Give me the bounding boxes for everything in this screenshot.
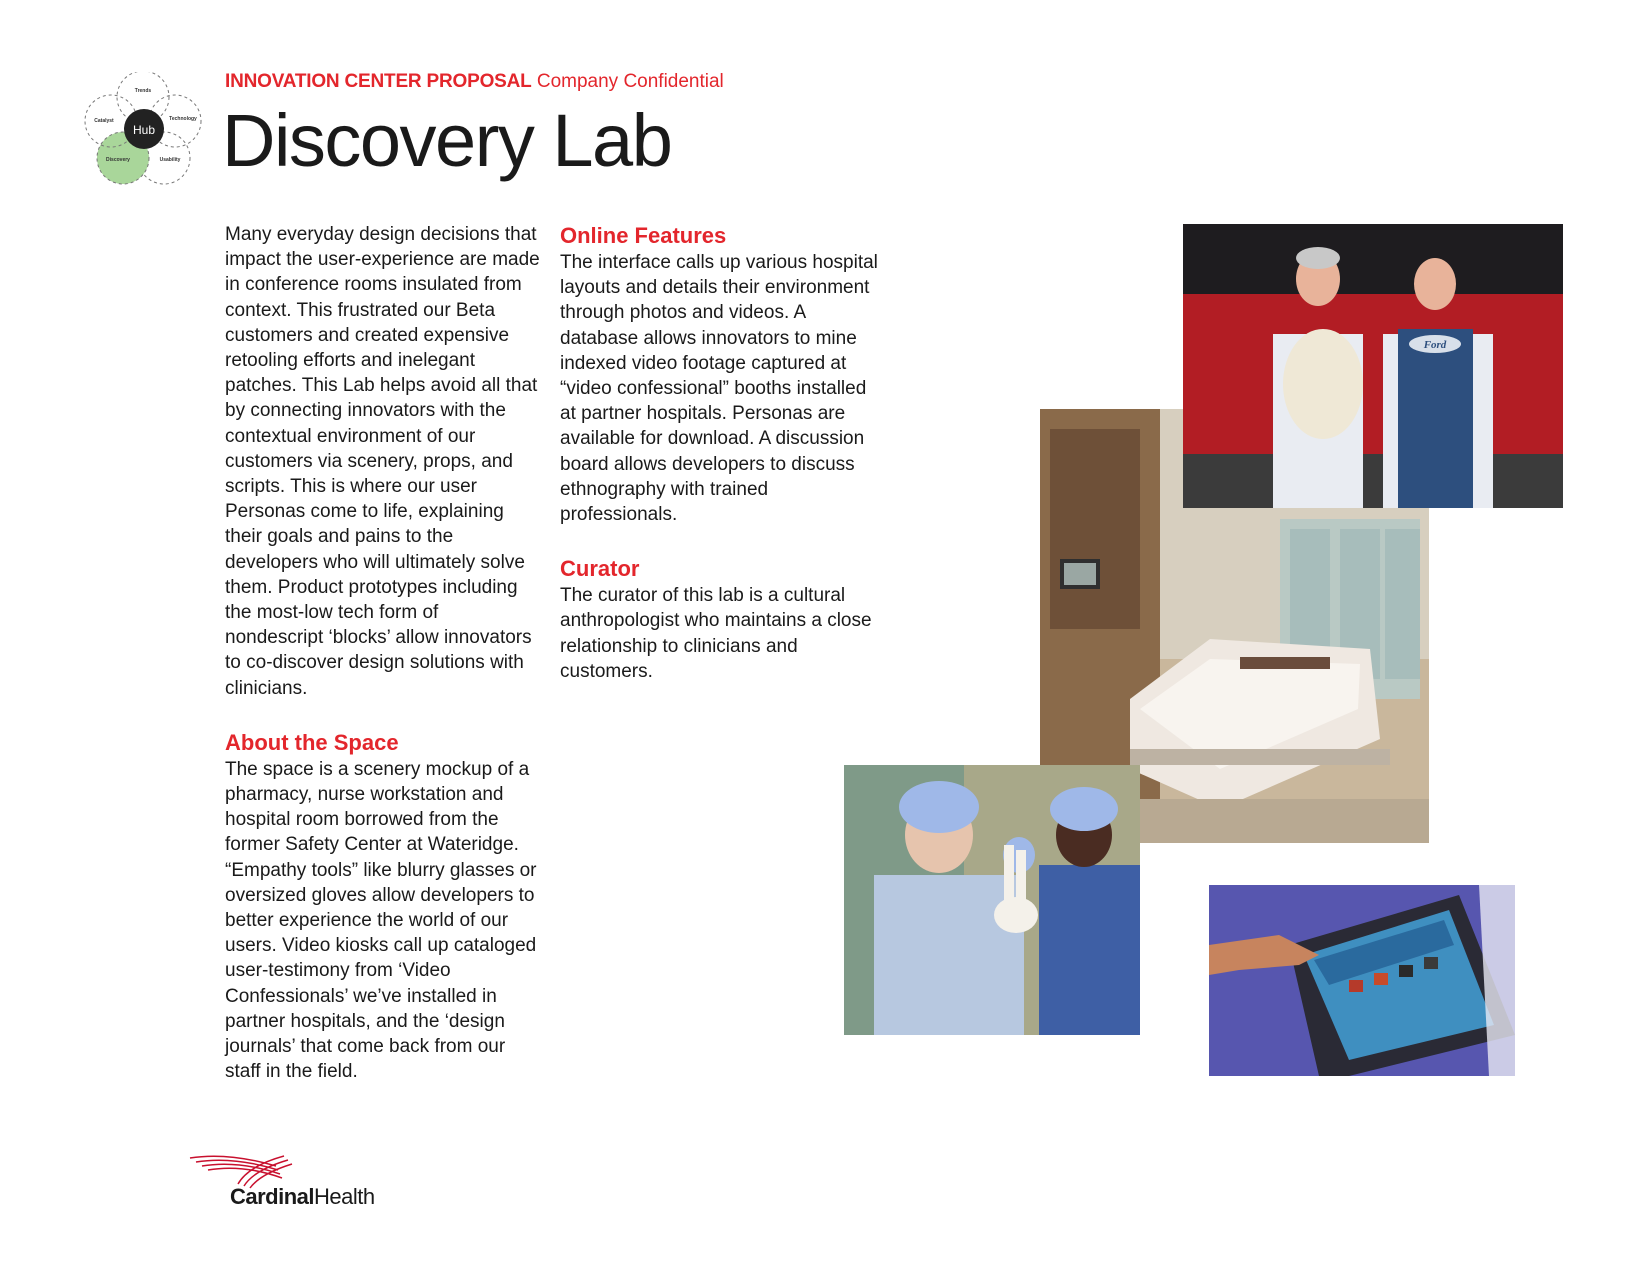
section-heading-curator: Curator xyxy=(560,556,640,582)
section-heading-space: About the Space xyxy=(225,729,399,755)
kicker-confidential: Company Confidential xyxy=(536,71,724,92)
nurses-gloves-photo xyxy=(844,765,1140,1035)
cardinal-health-logo xyxy=(188,1148,388,1208)
venn-label-bottom-left: Discovery xyxy=(106,157,130,163)
kicker-strong: INNOVATION CENTER PROPOSAL xyxy=(225,71,532,92)
intro-paragraph: Many everyday design decisions that impact the user-experience are made in conference rooms insulated from context. This frustrated our Beta customers and created expensive retooling efforts and inelegant patches. This Lab helps avoid all that by connecting innovators with the contextual environment of our customers via scenery, props, and scripts. This is where our user Personas come to life, explaining their goals and pains to the developers who will ultimately solve them. Product prototypes including the most-low tech form of nondescript ‘blocks’ allow innovators to co-discover design solutions with clinicians. xyxy=(225,224,540,699)
venn-label-top: Trends xyxy=(134,88,152,94)
logo-wordmark xyxy=(230,1184,375,1210)
venn-label-right: Technology xyxy=(169,116,197,122)
video-kiosk-photo xyxy=(1209,885,1515,1076)
section-heading-online: Online Features xyxy=(560,223,727,248)
apron-logo-text: Ford xyxy=(1423,339,1447,351)
logo-wordmark-health: Health xyxy=(314,1184,375,1209)
empathy-tools-photo xyxy=(1183,224,1563,508)
venn-label-bottom-right: Usability xyxy=(159,157,181,163)
column-middle xyxy=(560,222,885,684)
logo-wordmark-cardinal: Cardinal xyxy=(230,1184,315,1209)
venn-diagram-logo xyxy=(84,72,204,192)
venn-label-left: Catalyst xyxy=(94,118,114,124)
curator-paragraph: The curator of this lab is a cultural anthropologist who maintains a close relationship to clinicians and customers. xyxy=(560,585,872,682)
page-title: Discovery Lab xyxy=(222,99,672,182)
online-paragraph: The interface calls up various hospital layouts and details their environment through photos and videos. A database allows innovators to mine indexed video footage captured at “video confessional” booths installed at partner hospitals. Personas are available for download. A discussion board allows developers to discuss ethnography with trained professionals. xyxy=(560,252,878,526)
space-paragraph: The space is a scenery mockup of a pharmacy, nurse workstation and hospital room borrowed from the former Safety Center at Wateridge. “Empathy tools” like blurry glasses or oversized gloves allow developers to better experience the world of our users. Video kiosks call up cataloged user-testimony from ‘Video Confessionals’ we’ve installed in partner hospitals, and the ‘design journals’ that come back from our staff in the field. xyxy=(225,758,537,1083)
header-kicker xyxy=(225,71,724,93)
venn-label-hub: Hub xyxy=(132,123,156,137)
column-left xyxy=(225,222,540,1085)
